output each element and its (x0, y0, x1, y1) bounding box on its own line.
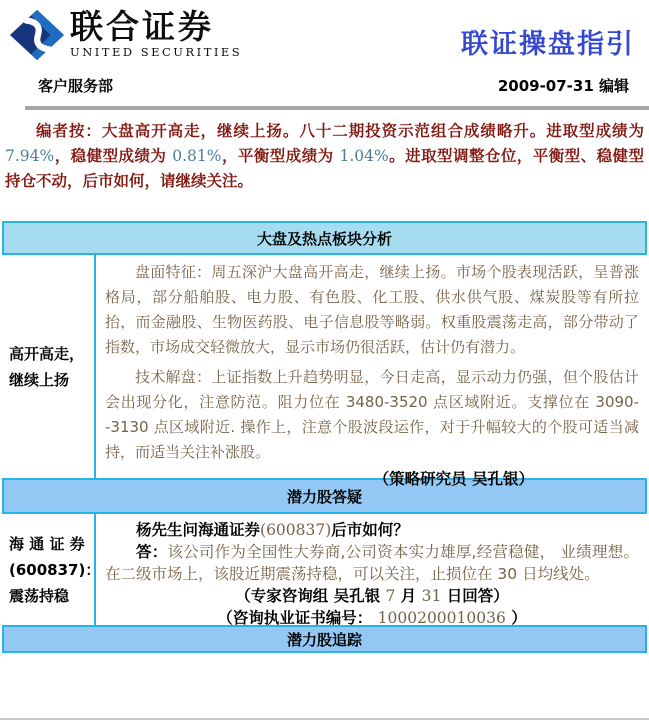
market-analysis-body (96, 255, 647, 488)
section-header-market-analysis (2, 221, 647, 255)
content-table (2, 221, 647, 653)
answer-month-number: 7 (385, 587, 396, 605)
editor-note (5, 119, 644, 194)
market-side-label (2, 255, 96, 478)
qa-side-stock-name: 海 通 证 券 (9, 534, 85, 553)
certificate-label: （咨询执业证书编号： (217, 609, 378, 627)
logo-name-cn: 联合证券 (70, 7, 214, 46)
certificate-close: ） (505, 609, 527, 627)
qa-side-stock-code: (600837)： (9, 560, 101, 579)
newsletter-title: 联证操盘指引 (461, 29, 635, 60)
stock-qa-title: 潜力股答疑 (286, 487, 362, 506)
answer-day-number: 31 (421, 587, 442, 605)
market-analysis-row (2, 255, 647, 488)
company-logo (8, 8, 242, 62)
subheader-row (0, 62, 649, 96)
market-side-label-line2: 继续上扬 (9, 370, 70, 389)
expert-signature-pre: （专家咨询组 吴孔银 (235, 587, 386, 605)
logo-text (70, 8, 242, 59)
expert-signature-mid: 月 (395, 587, 422, 605)
qa-answer-line (105, 541, 639, 585)
editor-note-text-1: 编者按：大盘高开高走，继续上扬。八十二期投资示范组合成绩略升。进取型成绩为 (36, 122, 644, 140)
expert-signature-post: 日回答） (441, 587, 509, 605)
united-securities-logo-icon (8, 8, 66, 62)
certificate-number: 1000200010036 (377, 609, 506, 627)
section-header-stock-tracking (2, 625, 647, 653)
stock-qa-row (2, 514, 647, 625)
technical-review-paragraph: 技术解盘：上证指数上升趋势明显，今日走高，显示动力仍强，但个股估计会出现分化，注意防范。阻力位在 3480-3520 点区域附近。支撑位在 3090--3130 点区域附近. 操作上，注意个股波段运作，对于升幅较大的个股可适当减持，而适当关注补涨股。 (105, 368, 639, 461)
qa-question-line (105, 519, 639, 541)
stock-tracking-title: 潜力股追踪 (286, 630, 362, 649)
answer-label: 答： (136, 543, 168, 561)
header-divider (25, 106, 649, 110)
stock-qa-body (96, 514, 647, 625)
department-label: 客户服务部 (38, 77, 114, 95)
editor-note-text-4: 。进取型调整仓位，平衡型、稳健型持仓不动，后市如何，请继续关注。 (5, 147, 644, 190)
edit-date-label: 2009-07-31 编辑 (497, 77, 629, 95)
question-stock-code: (600837) (260, 521, 332, 539)
aggressive-return-value: 7.94% (5, 147, 55, 165)
qa-side-stock-trend: 震荡持稳 (9, 586, 70, 605)
steady-return-value: 0.81% (172, 147, 222, 165)
certificate-line (105, 607, 639, 629)
page-bottom-divider (0, 718, 649, 720)
market-features-paragraph: 盘面特征：周五深沪大盘高开高走，继续上扬。市场个股表现活跃，呈普涨格局，部分船舶股、电力股、有色股、化工股、供水供气股、煤炭股等有所拉抬，而金融股、生物医药股、电子信息股等略弱。权重股震荡走高，部分带动了指数，市场成交轻微放大，显示市场仍很活跃，估计仍有潜力。 (105, 263, 639, 356)
balanced-return-value: 1.04% (339, 147, 389, 165)
editor-note-text-3: ，平衡型成绩为 (221, 147, 340, 165)
strategy-researcher-signature: （策略研究员 吴孔银） (373, 470, 534, 488)
expert-signature-line (105, 585, 639, 607)
market-side-label-line1: 高开高走， (9, 344, 85, 363)
qa-side-label (2, 514, 101, 625)
question-text-post: 后市如何？ (331, 521, 409, 539)
question-text-pre: 杨先生问海通证券 (136, 521, 261, 539)
market-analysis-title: 大盘及热点板块分析 (256, 229, 392, 248)
masthead-bar (0, 0, 649, 62)
logo-name-en: UNITED SECURITIES (70, 45, 243, 59)
answer-text: 该公司作为全国性大券商,公司资本实力雄厚,经营稳健， 业绩理想。在二级市场上，该股近期震荡持稳，可以关注，止损位在 30 日均线处。 (105, 543, 639, 583)
editor-note-text-2: ，稳健型成绩为 (54, 147, 173, 165)
